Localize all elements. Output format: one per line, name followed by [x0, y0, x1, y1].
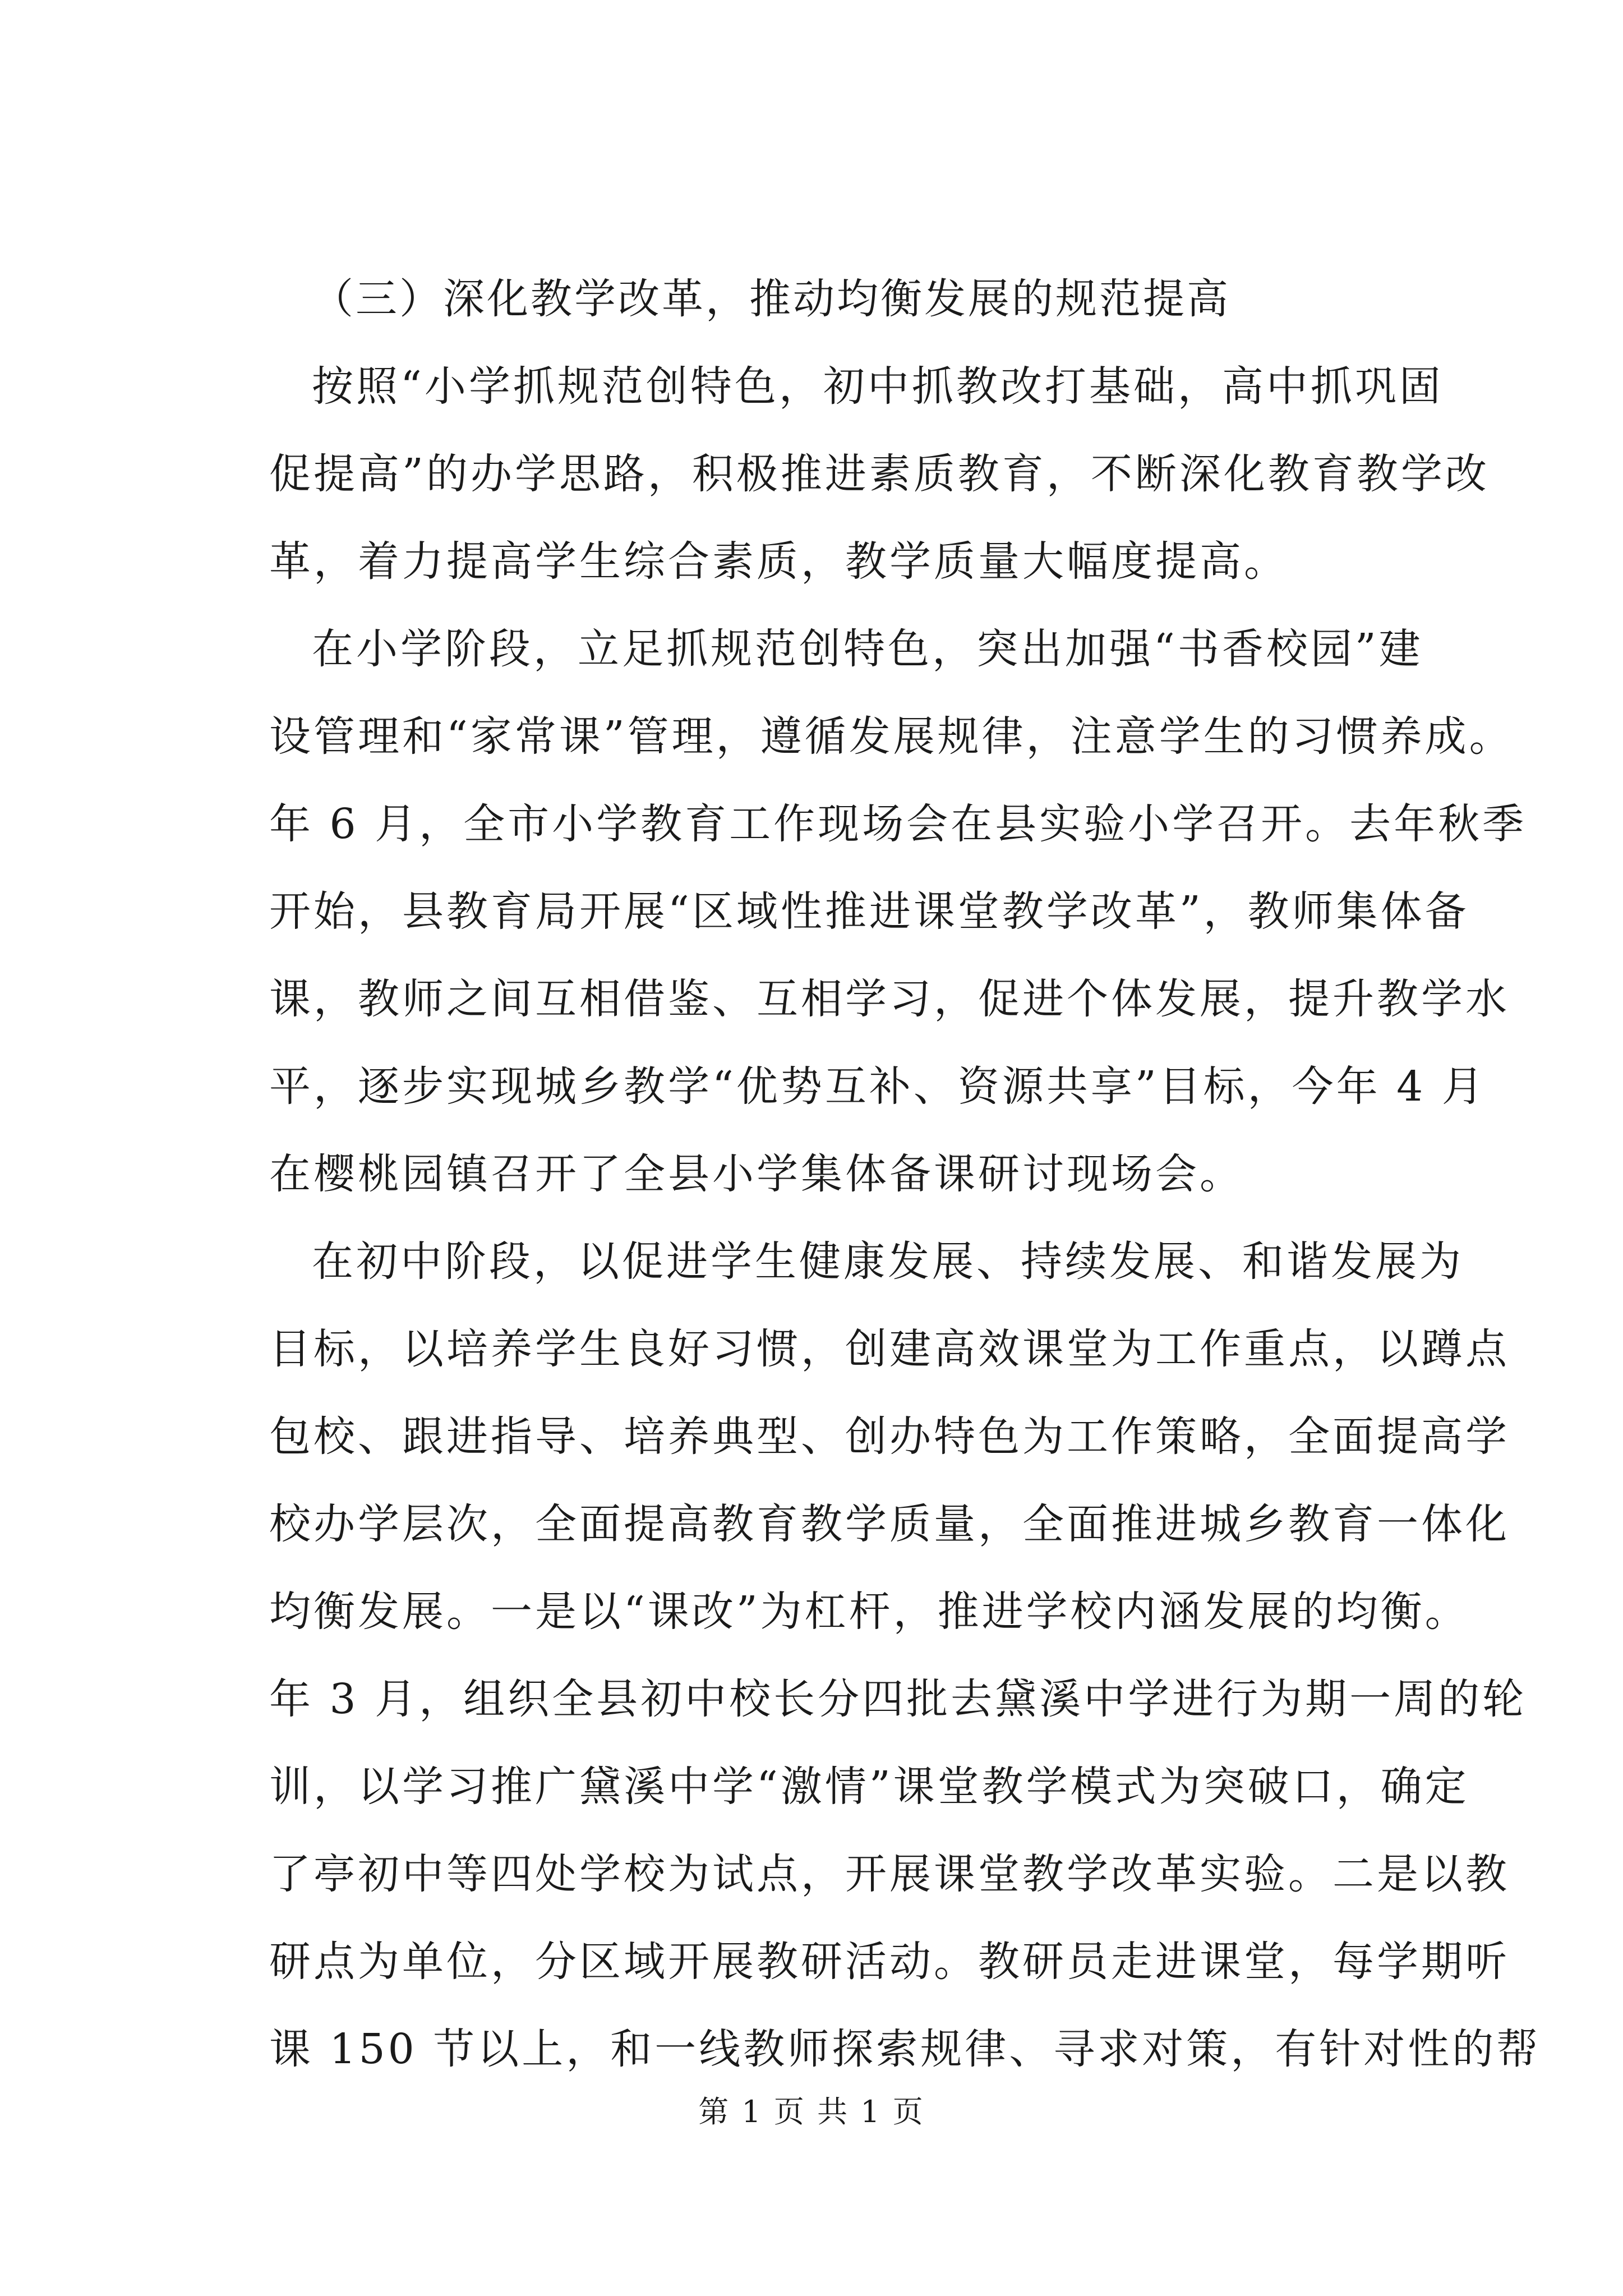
paragraph-2-line-4: 开始，县教育局开展“区域性推进课堂教学改革”，教师集体备: [269, 887, 1469, 936]
paragraph-3-line-10: 课 150 节以上，和一线教师探索规律、寻求对策，有针对性的帮: [269, 2025, 1541, 2073]
page-number-footer: 第 1 页 共 1 页: [698, 2094, 925, 2129]
paragraph-2-line-5: 课，教师之间互相借鉴、互相学习，促进个体发展，提升教学水: [269, 975, 1510, 1023]
paragraph-2-line-6: 平，逐步实现城乡教学“优势互补、资源共享”目标，今年 4 月: [269, 1062, 1486, 1111]
paragraph-1-line-3: 革，着力提高学生综合素质，教学质量大幅度提高。: [269, 537, 1288, 586]
paragraph-3-line-2: 目标，以培养学生良好习惯，创建高效课堂为工作重点，以蹲点: [269, 1325, 1510, 1373]
section-heading: （三）深化教学改革，推动均衡发展的规范提高: [312, 275, 1230, 323]
paragraph-3-line-9: 研点为单位，分区域开展教研活动。教研员走进课堂，每学期听: [269, 1938, 1510, 1986]
paragraph-1-line-1: 按照“小学抓规范创特色，初中抓教改打基础，高中抓巩固: [312, 362, 1444, 411]
paragraph-2-line-2: 设管理和“家常课”管理，遵循发展规律，注意学生的习惯养成。: [269, 712, 1514, 761]
paragraph-3-line-8: 了亭初中等四处学校为试点，开展课堂教学改革实验。二是以教: [269, 1850, 1510, 1898]
paragraph-2-line-7: 在樱桃园镇召开了全县小学集体备课研讨现场会。: [269, 1150, 1244, 1198]
paragraph-2-line-1: 在小学阶段，立足抓规范创特色，突出加强“书香校园”建: [312, 625, 1423, 673]
paragraph-3-line-6: 年 3 月，组织全县初中校长分四批去黛溪中学进行为期一周的轮: [269, 1675, 1527, 1723]
paragraph-2-line-3: 年 6 月，全市小学教育工作现场会在县实验小学召开。去年秋季: [269, 800, 1527, 848]
paragraph-3-line-7: 训，以学习推广黛溪中学“激情”课堂教学模式为突破口，确定: [269, 1763, 1469, 1811]
paragraph-3-line-5: 均衡发展。一是以“课改”为杠杆，推进学校内涵发展的均衡。: [269, 1588, 1469, 1636]
document-body: [269, 255, 1541, 2093]
paragraph-3-line-3: 包校、跟进指导、培养典型、创办特色为工作策略，全面提高学: [269, 1412, 1510, 1461]
paragraph-3-line-1: 在初中阶段，以促进学生健康发展、持续发展、和谐发展为: [312, 1237, 1464, 1286]
paragraph-1-line-2: 促提高”的办学思路，积极推进素质教育，不断深化教育教学改: [269, 450, 1490, 498]
paragraph-3-line-4: 校办学层次，全面提高教育教学质量，全面推进城乡教育一体化: [269, 1500, 1510, 1548]
